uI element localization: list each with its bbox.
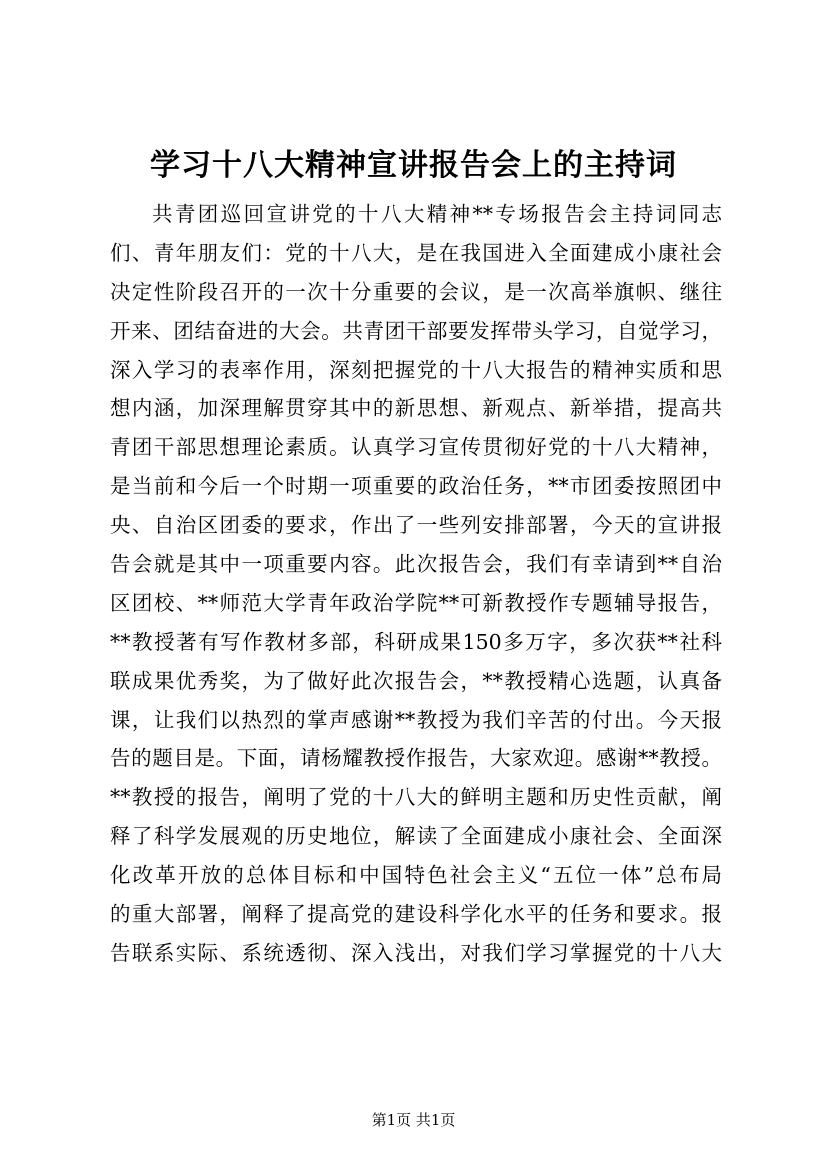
- body-line: 们、青年朋友们：党的十八大，是在我国进入全面建成小康社会: [110, 240, 722, 265]
- body-line: 区团校、**师范大学青年政治学院**可新教授作专题辅导报告，: [110, 590, 722, 615]
- body-line: 告联系实际、系统透彻、深入浅出，对我们学习掌握党的十八大: [110, 940, 722, 965]
- body-line: 是当前和今后一个时期一项重要的政治任务，**市团委按照团中: [110, 474, 722, 499]
- body-line: 央、自治区团委的要求，作出了一些列安排部署，今天的宣讲报: [110, 513, 722, 538]
- document-body: [110, 195, 722, 973]
- body-line: **教授的报告，阐明了党的十八大的鲜明主题和历史性贡献，阐: [110, 785, 722, 810]
- body-line: 告会就是其中一项重要内容。此次报告会，我们有幸请到**自治: [110, 552, 722, 577]
- body-line: 释了科学发展观的历史地位，解读了全面建成小康社会、全面深: [110, 824, 722, 849]
- body-line: **教授著有写作教材多部，科研成果150多万字，多次获**社科: [110, 629, 722, 654]
- page-footer: 第1页 共1页: [371, 1111, 456, 1129]
- document-title: 学习十八大精神宣讲报告会上的主持词: [150, 148, 677, 183]
- body-line: 化改革开放的总体目标和中国特色社会主义“五位一体”总布局: [110, 863, 722, 888]
- body-line: 决定性阶段召开的一次十分重要的会议，是一次高举旗帜、继往: [110, 279, 722, 304]
- body-line: 想内涵，加深理解贯穿其中的新思想、新观点、新举措，提高共: [110, 396, 722, 421]
- body-line: 共青团巡回宣讲党的十八大精神**专场报告会主持词同志: [152, 202, 722, 226]
- body-line: 课，让我们以热烈的掌声感谢**教授为我们辛苦的付出。今天报: [110, 707, 722, 732]
- body-line: 联成果优秀奖，为了做好此次报告会，**教授精心选题，认真备: [110, 668, 722, 693]
- body-line: 的重大部署，阐释了提高党的建设科学化水平的任务和要求。报: [110, 902, 722, 927]
- body-line: 开来、团结奋进的大会。共青团干部要发挥带头学习，自觉学习，: [110, 318, 722, 343]
- body-line: 青团干部思想理论素质。认真学习宣传贯彻好党的十八大精神，: [110, 435, 722, 460]
- body-line: 深入学习的表率作用，深刻把握党的十八大报告的精神实质和思: [110, 357, 722, 382]
- body-line: 告的题目是。下面，请杨耀教授作报告，大家欢迎。感谢**教授。: [110, 746, 722, 771]
